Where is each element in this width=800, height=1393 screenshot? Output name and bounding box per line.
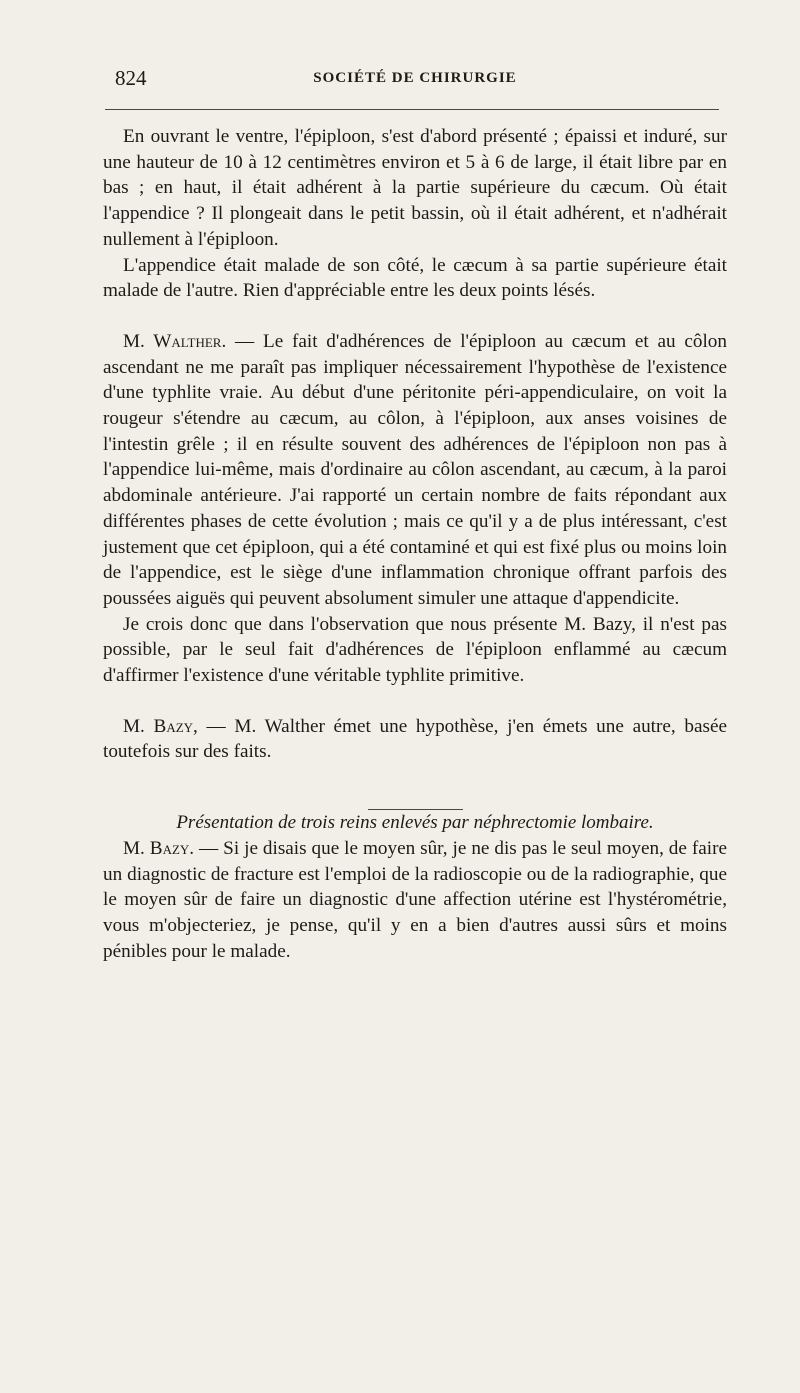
paragraph: L'appendice était malade de son côté, le cæcum à sa partie supérieure était malade de l'autre. Rien d'appréciable entre les deux points lésés. (103, 254, 727, 302)
section-title: Présentation de trois reins enlevés par néphrectomie lombaire. (176, 812, 654, 834)
paragraph-bazy-reply (103, 714, 727, 765)
running-title: SOCIÉTÉ DE CHIRURGIE (313, 70, 517, 86)
paragraph: En ouvrant le ventre, l'épiploon, s'est d'abord présenté ; épaissi et induré, sur une hauteur de 10 à 12 centimètres environ et 5 à 6 de large, il était libre par en bas ; en haut, il était adhérent à la partie supérieure du cæcum. Où était l'appendice ? Il plongeait dans le petit bassin, où il était adhérent, et n'adhérait nullement à l'épiploon. (103, 126, 727, 250)
page-header (105, 66, 725, 96)
paragraph-walther (103, 329, 727, 612)
speaker-name: M. Bazy, (123, 715, 198, 737)
paragraph-gap (103, 689, 727, 714)
paragraph-bazy-presentation (103, 836, 727, 965)
speech-text: — M. Walther émet une hypothèse, j'en émets une autre, basée toutefois sur des faits. (103, 715, 727, 763)
paragraph: Je crois donc que dans l'observation que nous présente M. Bazy, il n'est pas possible, par le seul fait d'adhérences de l'épiploon enflammé au cæcum d'affirmer l'existence d'une véritable typhlite primitive. (103, 613, 727, 687)
speech-text: — Si je disais que le moyen sûr, je ne dis pas le seul moyen, de faire un diagnostic de fracture est l'emploi de la radioscopie ou de la radiographie, que le moyen sûr de faire un diagnostic d'une affection utérine est l'hystérométrie, vous m'objecteriez, je pense, qu'il y en a bien d'autres aussi sûrs et moins pénibles pour le malade. (103, 837, 727, 962)
paragraph-gap (103, 304, 727, 329)
page-number: 824 (115, 66, 147, 90)
speech-text: — Le fait d'adhérences de l'épiploon au cæcum et au côlon ascendant ne me paraît pas impliquer nécessairement l'hypothèse de l'existence d'une typhlite vraie. Au début d'une péritonite péri-appendiculaire, on voit la rougeur s'étendre au cæcum, au côlon, à l'épiploon, aux anses voisines de l'intestin grêle ; il en résulte souvent des adhérences de l'épiploon non pas à l'appendice lui-même, mais d'ordinaire au côlon ascendant, au cæcum, à la paroi abdominale antérieure. J'ai rapporté un certain nombre de faits répondant aux différentes phases de cette évolution ; mais ce qu'il y a de plus intéressant, c'est justement que cet épiploon, qui a été contaminé et qui est fixé plus ou moins loin de l'appendice, est le siège d'une inflammation chronique offrant parfois des poussées aiguës qui peuvent absolument simuler une attaque d'appendicite. (103, 330, 727, 609)
page-body (103, 124, 727, 964)
header-rule (105, 109, 719, 110)
speaker-name: M. Walther. (123, 330, 227, 352)
speaker-name: M. Bazy. (123, 837, 195, 859)
